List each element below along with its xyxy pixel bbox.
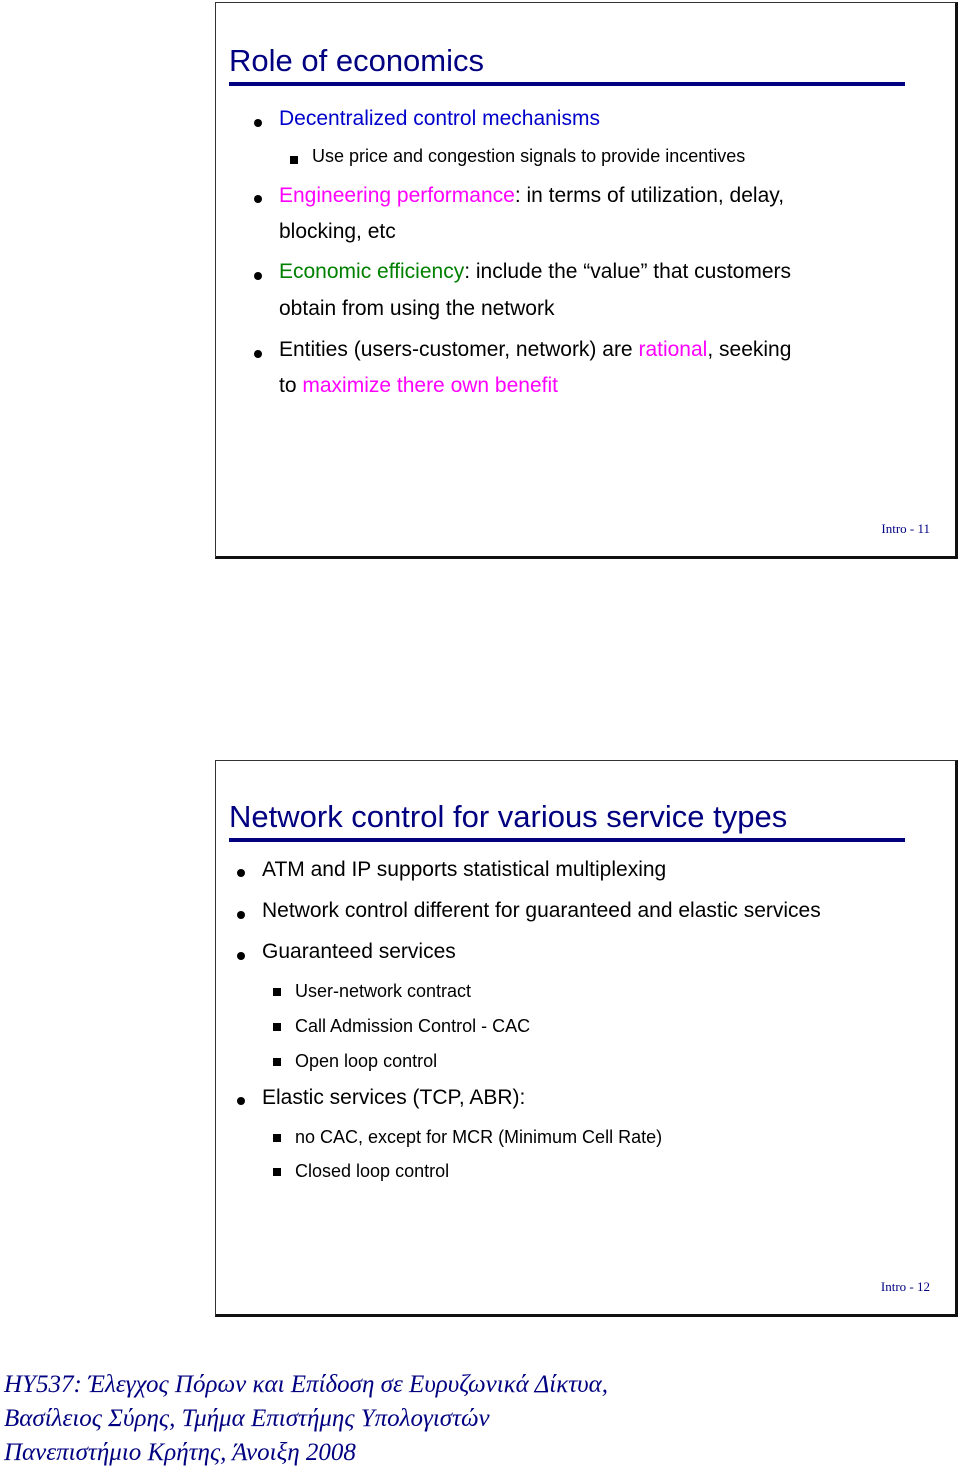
term-maximize-benefit: maximize there own benefit	[302, 374, 558, 397]
sub-bullet-cac: Call Admission Control - CAC	[295, 1016, 531, 1036]
footer-university-line: Πανεπιστήμιο Κρήτης, Άνοιξη 2008	[4, 1439, 356, 1466]
term-engineering-performance: Engineering performance	[279, 184, 515, 207]
bullet-dot	[237, 869, 245, 877]
bullet-dot	[254, 195, 262, 203]
bullet-decentralized: Decentralized control mechanisms	[279, 107, 600, 130]
footer-course-line: HY537: Έλεγχος Πόρων και Επίδοση σε Ευρυζωνικά Δίκτυα,	[4, 1371, 608, 1398]
bullet-entities-rational-cont: to maximize there own benefit	[279, 374, 558, 397]
title-underline	[229, 82, 905, 86]
term-rational: rational	[638, 338, 708, 361]
bullet-dot	[237, 952, 245, 960]
bullet-dot	[254, 350, 262, 358]
slide-network-control	[215, 760, 958, 1317]
bullet-elastic-services: Elastic services (TCP, ABR):	[262, 1086, 526, 1109]
title-underline	[229, 838, 905, 842]
footer-author-line: Βασίλειος Σύρης, Τμήμα Επιστήμης Υπολογιστών	[4, 1405, 490, 1432]
sub-bullet-square	[273, 1134, 281, 1142]
sub-bullet-open-loop: Open loop control	[295, 1051, 438, 1071]
sub-bullet-square	[273, 1023, 281, 1031]
bullet-economic-efficiency-cont: obtain from using the network	[279, 297, 555, 320]
bullet-guaranteed-services: Guaranteed services	[262, 940, 456, 963]
sub-bullet-user-network-contract: User-network contract	[295, 981, 472, 1001]
bullet-dot	[254, 272, 262, 280]
bullet-engineering-performance: Engineering performance: in terms of utilization, delay,	[279, 184, 785, 207]
slide-title: Network control for various service types	[229, 799, 788, 834]
sub-bullet-price-signals: Use price and congestion signals to provide incentives	[312, 146, 746, 166]
bullet-engineering-performance-cont: blocking, etc	[279, 220, 396, 243]
page-number: Intro - 12	[880, 1279, 930, 1294]
slide-role-of-economics	[215, 2, 958, 559]
bullet-atm-ip: ATM and IP supports statistical multiplexing	[262, 858, 667, 881]
sub-bullet-no-cac: no CAC, except for MCR (Minimum Cell Rate)	[295, 1127, 663, 1147]
sub-bullet-closed-loop: Closed loop control	[295, 1161, 450, 1181]
bullet-dot	[237, 911, 245, 919]
sub-bullet-square	[273, 988, 281, 996]
sub-bullet-square	[273, 1168, 281, 1176]
term-economic-efficiency: Economic efficiency	[279, 260, 465, 283]
bullet-dot	[237, 1097, 245, 1105]
slide-title: Role of economics	[229, 43, 485, 78]
bullet-economic-efficiency: Economic efficiency: include the “value” that customers	[279, 260, 792, 283]
bullet-network-control-different: Network control different for guaranteed and elastic services	[262, 899, 821, 922]
sub-bullet-square	[290, 156, 298, 164]
bullet-entities-rational: Entities (users-customer, network) are rational, seeking	[279, 338, 792, 361]
page-number: Intro - 11	[881, 521, 930, 536]
sub-bullet-square	[273, 1058, 281, 1066]
bullet-dot	[254, 119, 262, 127]
